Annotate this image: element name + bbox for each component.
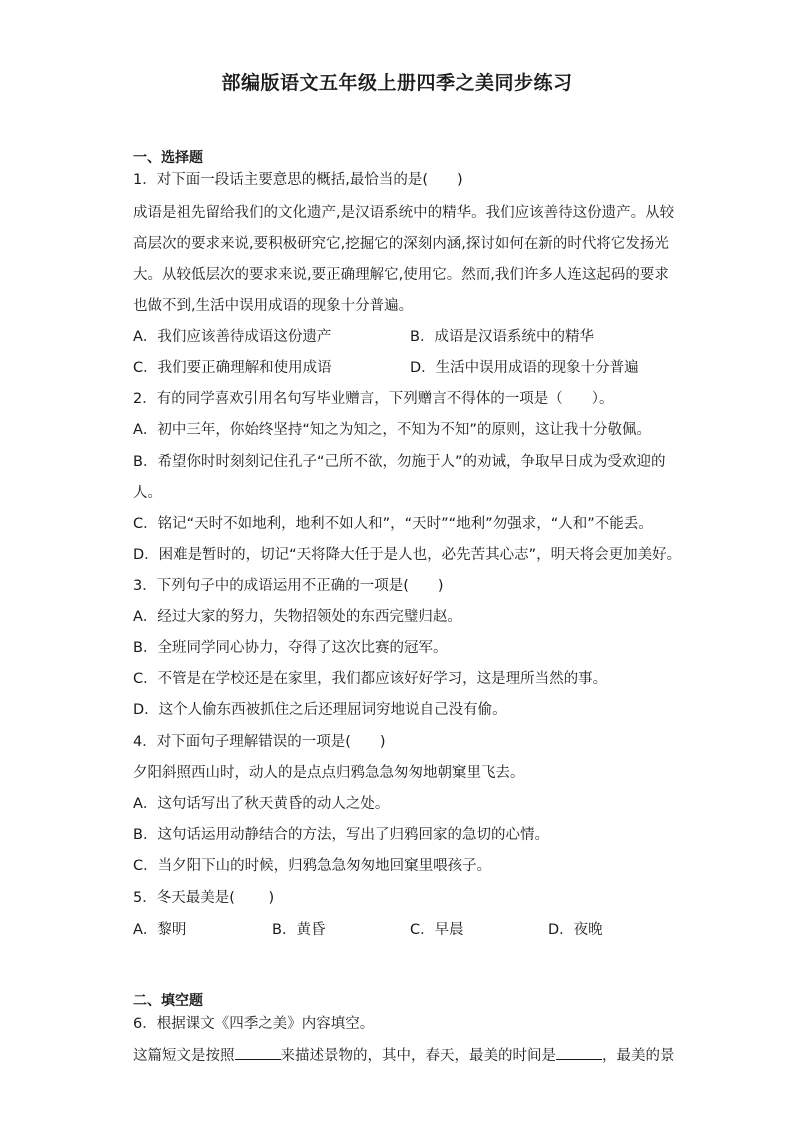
answer-blank[interactable] <box>235 1045 281 1060</box>
question-2-option-b-continued: 人。 <box>133 485 162 501</box>
question-5-option-c: C．早晨 <box>410 922 464 938</box>
question-1-passage-line: 成语是祖先留给我们的文化遗产,是汉语系统中的精华。我们应该善待这份遗产。从较 <box>133 205 675 221</box>
section-heading-fill: 二、填空题 <box>133 993 203 1009</box>
section-heading-choice: 一、选择题 <box>133 150 203 166</box>
question-6-text: 这篇短文是按照 <box>133 1048 235 1064</box>
question-6-stem: 6．根据课文《四季之美》内容填空。 <box>133 1016 375 1032</box>
question-6-text: ，最美的景 <box>602 1048 675 1064</box>
question-3-option-d: D．这个人偷东西被抓住之后还理屈词穷地说自己没有偷。 <box>133 702 507 718</box>
question-1-passage-line: 高层次的要求来说,要积极研究它,挖掘它的深刻内涵,探讨如何在新的时代将它发扬光 <box>133 236 669 252</box>
question-5-stem: 5．冬天最美是( ) <box>133 890 275 906</box>
question-3-option-a: A．经过大家的努力，失物招领处的东西完璧归赵。 <box>133 609 462 625</box>
page-title: 部编版语文五年级上册四季之美同步练习 <box>221 72 573 94</box>
question-1-option-d: D．生活中误用成语的现象十分普遍 <box>410 360 639 376</box>
question-4-option-b: B．这句话运用动静结合的方法，写出了归鸦回家的急切的心情。 <box>133 827 549 843</box>
question-1-option-c: C．我们要正确理解和使用成语 <box>133 360 332 376</box>
question-4-option-c: C．当夕阳下山的时候，归鸦急急匆匆地回窠里喂孩子。 <box>133 858 492 874</box>
question-1-stem: 1．对下面一段话主要意思的概括,最恰当的是( ) <box>133 172 463 188</box>
question-2-option-a: A．初中三年，你始终坚持“知之为知之，不知为不知”的原则，这让我十分敬佩。 <box>133 422 651 438</box>
question-2-option-b: B．希望你时时刻刻记住孔子“己所不欲，勿施于人”的劝诫，争取早日成为受欢迎的 <box>133 454 666 470</box>
question-5-option-b: B．黄昏 <box>272 922 326 938</box>
question-3-stem: 3．下列句子中的成语运用不正确的一项是( ) <box>133 578 444 594</box>
question-2-stem: 2．有的同学喜欢引用名句写毕业赠言，下列赠言不得体的一项是（ ）。 <box>133 391 614 407</box>
question-4-option-a: A．这句话写出了秋天黄昏的动人之处。 <box>133 796 390 812</box>
question-3-option-c: C．不管是在学校还是在家里，我们都应该好好学习，这是理所当然的事。 <box>133 671 608 687</box>
question-6-fill-line <box>133 1045 675 1066</box>
question-2-option-d: D．困难是暂时的，切记“天将降大任于是人也，必先苦其心志”，明天将会更加美好。 <box>133 547 682 563</box>
question-4-stem: 4．对下面句子理解错误的一项是( ) <box>133 734 386 750</box>
answer-blank[interactable] <box>556 1045 602 1060</box>
question-1-passage-line: 也做不到,生活中误用成语的现象十分普遍。 <box>133 298 414 314</box>
question-5-option-d: D．夜晚 <box>548 922 603 938</box>
question-5-option-a: A．黎明 <box>133 922 187 938</box>
question-1-option-b: B．成语是汉语系统中的精华 <box>410 329 594 345</box>
question-1-passage-line: 大。从较低层次的要求来说,要正确理解它,使用它。然而,我们许多人连这起码的要求 <box>133 267 669 283</box>
question-4-sentence: 夕阳斜照西山时，动人的是点点归鸦急急匆匆地朝窠里飞去。 <box>133 765 525 781</box>
question-2-option-c: C．铭记“天时不如地利，地利不如人和”，“天时”“地利”勿强求，“人和”不能丢。 <box>133 516 653 532</box>
question-6-text: 来描述景物的，其中，春天，最美的时间是 <box>280 1048 556 1064</box>
question-3-option-b: B．全班同学同心协力，夺得了这次比赛的冠军。 <box>133 640 448 656</box>
question-1-option-a: A．我们应该善待成语这份遗产 <box>133 329 332 345</box>
